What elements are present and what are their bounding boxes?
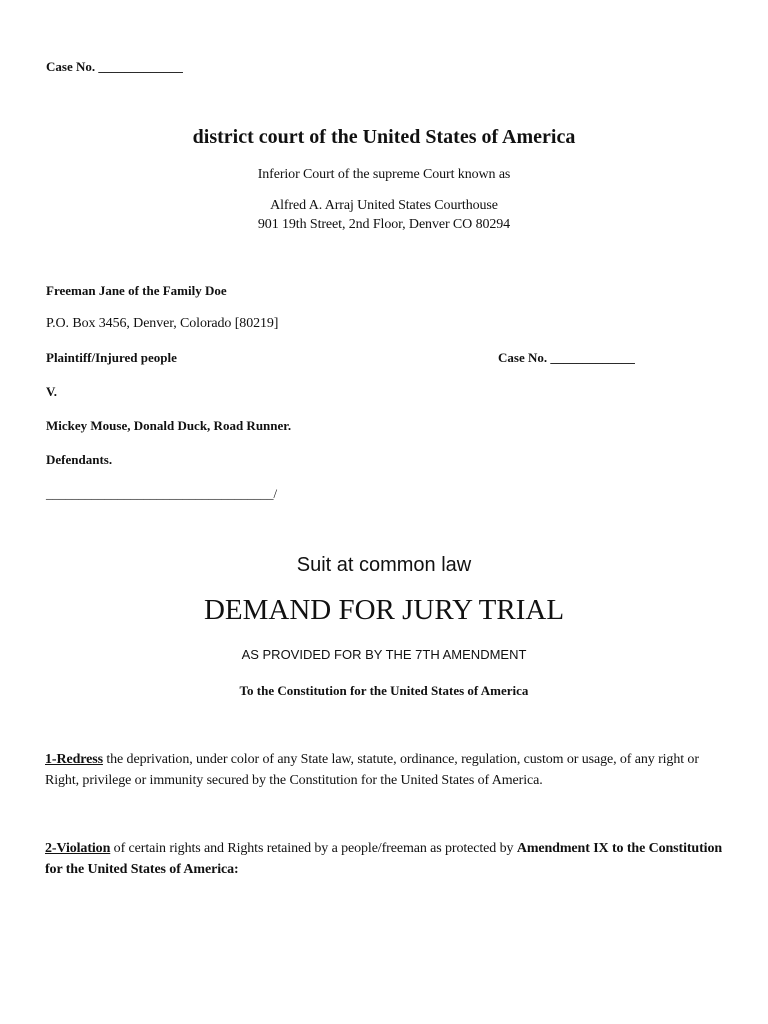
caption-signature-line: ___________________________________/	[46, 486, 278, 501]
paragraph-redress-text: the deprivation, under color of any State law, statute, ordinance, regulation, custom or usage, of any right or Right, privilege or immunity secured by the Constitution for the United States of America.	[45, 752, 699, 788]
amendment-subheading: AS PROVIDED FOR BY THE 7TH AMENDMENT	[241, 647, 527, 662]
demand-heading: DEMAND FOR JURY TRIAL	[203, 594, 565, 626]
case-number-top: Case No. _____________	[46, 59, 183, 74]
paragraph-redress-lead: 1-Redress	[45, 752, 103, 767]
court-title: district court of the United States of America	[192, 126, 576, 148]
paragraph-redress	[45, 749, 725, 791]
plaintiff-address: P.O. Box 3456, Denver, Colorado [80219]	[46, 316, 279, 331]
defendants-names: Mickey Mouse, Donald Duck, Road Runner.	[46, 418, 292, 433]
plaintiff-role: Plaintiff/Injured people	[46, 350, 177, 365]
paragraph-violation-lead: 2-Violation	[45, 841, 111, 856]
court-address-line2: 901 19th Street, 2nd Floor, Denver CO 80294	[257, 217, 511, 232]
paragraph-violation-bold: Amendment IX to the Constitution for the United States of America:	[45, 841, 723, 877]
court-subtitle: Inferior Court of the supreme Court known as	[257, 167, 511, 182]
plaintiff-name: Freeman Jane of the Family Doe	[46, 283, 227, 298]
paragraph-violation-text: of certain rights and Rights retained by a people/freeman as protected by	[110, 841, 517, 856]
court-address-line1: Alfred A. Arraj United States Courthouse	[270, 198, 498, 213]
defendants-label: Defendants.	[46, 452, 113, 467]
constitution-subheading: To the Constitution for the United States of America	[239, 683, 529, 698]
suit-heading: Suit at common law	[296, 554, 472, 576]
paragraph-violation	[45, 838, 725, 880]
versus-label: V.	[46, 384, 57, 399]
case-number-caption: Case No. _____________	[498, 350, 635, 365]
